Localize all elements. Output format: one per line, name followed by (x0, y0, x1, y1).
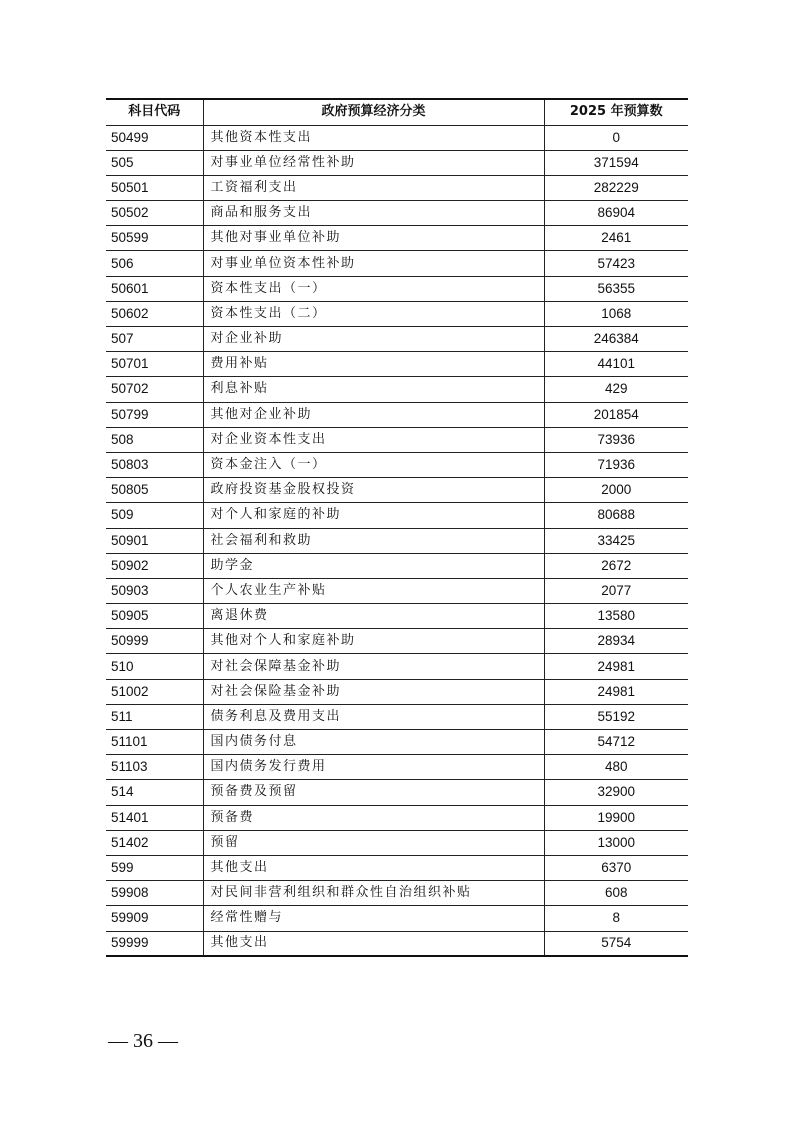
name-cell: 资本性支出（二） (203, 301, 544, 326)
name-cell: 商品和服务支出 (203, 201, 544, 226)
table-row (106, 452, 688, 477)
name-cell: 预留 (203, 830, 544, 855)
code-cell: 50499 (106, 125, 203, 150)
table-header (106, 99, 688, 125)
code-cell: 59909 (106, 906, 203, 931)
amount-cell: 28934 (544, 629, 688, 654)
name-cell: 对民间非营利组织和群众性自治组织补贴 (203, 881, 544, 906)
code-cell: 50501 (106, 175, 203, 200)
code-cell: 508 (106, 427, 203, 452)
amount-cell: 371594 (544, 150, 688, 175)
code-cell: 51101 (106, 730, 203, 755)
table-row (106, 503, 688, 528)
amount-cell: 2000 (544, 478, 688, 503)
name-cell: 利息补贴 (203, 377, 544, 402)
code-cell: 50999 (106, 629, 203, 654)
table-row (106, 352, 688, 377)
table-row (106, 276, 688, 301)
code-cell: 51103 (106, 755, 203, 780)
amount-cell: 2461 (544, 226, 688, 251)
amount-cell: 32900 (544, 780, 688, 805)
code-cell: 50601 (106, 276, 203, 301)
amount-cell: 480 (544, 755, 688, 780)
table-row (106, 402, 688, 427)
table-row (106, 201, 688, 226)
table-body (106, 125, 688, 956)
amount-cell: 86904 (544, 201, 688, 226)
table-row (106, 730, 688, 755)
code-cell: 50701 (106, 352, 203, 377)
amount-cell: 24981 (544, 679, 688, 704)
name-cell: 离退休费 (203, 604, 544, 629)
table-row (106, 301, 688, 326)
table-row (106, 327, 688, 352)
header-classification: 政府预算经济分类 (203, 99, 544, 125)
code-cell: 50903 (106, 578, 203, 603)
name-cell: 个人农业生产补贴 (203, 578, 544, 603)
amount-cell: 6370 (544, 855, 688, 880)
name-cell: 对企业资本性支出 (203, 427, 544, 452)
code-cell: 511 (106, 704, 203, 729)
code-cell: 50902 (106, 553, 203, 578)
name-cell: 助学金 (203, 553, 544, 578)
name-cell: 国内债务付息 (203, 730, 544, 755)
table-row (106, 906, 688, 931)
table-row (106, 377, 688, 402)
amount-cell: 56355 (544, 276, 688, 301)
amount-cell: 73936 (544, 427, 688, 452)
table-row (106, 931, 688, 956)
amount-cell: 33425 (544, 528, 688, 553)
header-budget: 2025 年预算数 (544, 99, 688, 125)
code-cell: 505 (106, 150, 203, 175)
amount-cell: 44101 (544, 352, 688, 377)
table-row (106, 654, 688, 679)
table-row (106, 805, 688, 830)
code-cell: 50602 (106, 301, 203, 326)
table-row (106, 478, 688, 503)
name-cell: 费用补贴 (203, 352, 544, 377)
name-cell: 债务利息及费用支出 (203, 704, 544, 729)
amount-cell: 2672 (544, 553, 688, 578)
name-cell: 资本性支出（一） (203, 276, 544, 301)
amount-cell: 2077 (544, 578, 688, 603)
amount-cell: 5754 (544, 931, 688, 956)
code-cell: 51402 (106, 830, 203, 855)
name-cell: 其他支出 (203, 855, 544, 880)
code-cell: 50702 (106, 377, 203, 402)
name-cell: 社会福利和救助 (203, 528, 544, 553)
name-cell: 对社会保障基金补助 (203, 654, 544, 679)
table-row (106, 578, 688, 603)
code-cell: 50502 (106, 201, 203, 226)
code-cell: 50799 (106, 402, 203, 427)
name-cell: 国内债务发行费用 (203, 755, 544, 780)
name-cell: 对个人和家庭的补助 (203, 503, 544, 528)
name-cell: 政府投资基金股权投资 (203, 478, 544, 503)
name-cell: 工资福利支出 (203, 175, 544, 200)
amount-cell: 57423 (544, 251, 688, 276)
code-cell: 599 (106, 855, 203, 880)
table-row (106, 175, 688, 200)
table-row (106, 704, 688, 729)
name-cell: 对事业单位资本性补助 (203, 251, 544, 276)
page-number: — 36 — (108, 1030, 178, 1052)
amount-cell: 80688 (544, 503, 688, 528)
table-row (106, 528, 688, 553)
table-row (106, 629, 688, 654)
amount-cell: 608 (544, 881, 688, 906)
code-cell: 50805 (106, 478, 203, 503)
amount-cell: 429 (544, 377, 688, 402)
table-row (106, 427, 688, 452)
name-cell: 其他对事业单位补助 (203, 226, 544, 251)
code-cell: 509 (106, 503, 203, 528)
amount-cell: 282229 (544, 175, 688, 200)
amount-cell: 54712 (544, 730, 688, 755)
table-row (106, 679, 688, 704)
name-cell: 对企业补助 (203, 327, 544, 352)
code-cell: 51401 (106, 805, 203, 830)
name-cell: 其他对个人和家庭补助 (203, 629, 544, 654)
code-cell: 507 (106, 327, 203, 352)
table-row (106, 881, 688, 906)
name-cell: 其他对企业补助 (203, 402, 544, 427)
table-row (106, 125, 688, 150)
name-cell: 预备费及预留 (203, 780, 544, 805)
table-row (106, 830, 688, 855)
table-row (106, 553, 688, 578)
table-row (106, 226, 688, 251)
code-cell: 59999 (106, 931, 203, 956)
amount-cell: 24981 (544, 654, 688, 679)
code-cell: 50901 (106, 528, 203, 553)
amount-cell: 0 (544, 125, 688, 150)
code-cell: 50599 (106, 226, 203, 251)
name-cell: 其他资本性支出 (203, 125, 544, 150)
code-cell: 506 (106, 251, 203, 276)
table-row (106, 855, 688, 880)
amount-cell: 201854 (544, 402, 688, 427)
name-cell: 其他支出 (203, 931, 544, 956)
table-row (106, 251, 688, 276)
header-row (106, 99, 688, 125)
amount-cell: 13000 (544, 830, 688, 855)
amount-cell: 71936 (544, 452, 688, 477)
amount-cell: 1068 (544, 301, 688, 326)
code-cell: 514 (106, 780, 203, 805)
name-cell: 对社会保险基金补助 (203, 679, 544, 704)
code-cell: 50905 (106, 604, 203, 629)
table-row (106, 604, 688, 629)
name-cell: 对事业单位经常性补助 (203, 150, 544, 175)
amount-cell: 246384 (544, 327, 688, 352)
amount-cell: 55192 (544, 704, 688, 729)
budget-table (106, 98, 688, 957)
amount-cell: 13580 (544, 604, 688, 629)
table-row (106, 150, 688, 175)
table-row (106, 780, 688, 805)
code-cell: 510 (106, 654, 203, 679)
amount-cell: 19900 (544, 805, 688, 830)
header-code: 科目代码 (106, 99, 203, 125)
amount-cell: 8 (544, 906, 688, 931)
table-row (106, 755, 688, 780)
name-cell: 资本金注入（一） (203, 452, 544, 477)
name-cell: 预备费 (203, 805, 544, 830)
code-cell: 51002 (106, 679, 203, 704)
name-cell: 经常性赠与 (203, 906, 544, 931)
code-cell: 50803 (106, 452, 203, 477)
code-cell: 59908 (106, 881, 203, 906)
